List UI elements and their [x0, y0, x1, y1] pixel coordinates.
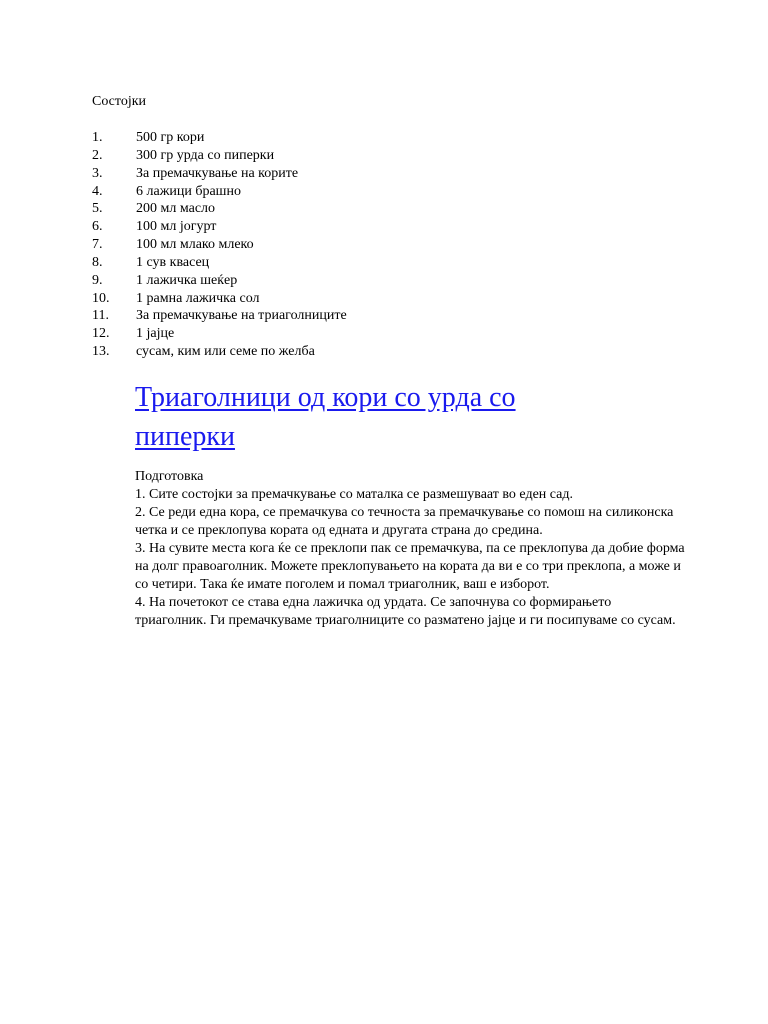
- list-item-number: 6.: [92, 219, 103, 235]
- list-item-text: За премачкување на триаголниците: [136, 308, 347, 324]
- list-item-number: 13.: [92, 344, 110, 360]
- list-item: [92, 272, 347, 290]
- preparation-step: 2. Се реди една кора, се премачкува со течноста за премачкување со помош на силиконска четка и се преклопува кората од едната и другата страна до средина.: [135, 505, 674, 538]
- list-item-text: 300 гр урда со пиперки: [136, 147, 275, 163]
- list-item-number: 8.: [92, 254, 103, 270]
- preparation-heading: Подготовка: [135, 469, 204, 484]
- list-item: [92, 129, 347, 147]
- list-item: [92, 147, 347, 165]
- list-item-text: За премачкување на корите: [136, 165, 299, 181]
- list-item-number: 5.: [92, 201, 103, 217]
- list-item-number: 2.: [92, 147, 103, 163]
- list-item-number: 3.: [92, 165, 103, 181]
- list-item: [92, 343, 347, 361]
- list-item-number: 11.: [92, 308, 109, 324]
- list-item-text: 100 мл јогурт: [136, 219, 217, 235]
- recipe-title-link[interactable]: Триаголници од кори со урда со пиперки: [135, 382, 516, 452]
- ingredients-heading: Состојки: [92, 94, 147, 109]
- list-item: [92, 325, 347, 343]
- list-item: [92, 200, 347, 218]
- list-item: [92, 218, 347, 236]
- list-item-text: сусам, ким или семе по желба: [136, 344, 315, 360]
- list-item: [92, 236, 347, 254]
- list-item-text: 1 лажичка шеќер: [136, 272, 238, 288]
- list-item-number: 10.: [92, 290, 110, 306]
- list-item: [92, 307, 347, 325]
- list-item-text: 500 гр кори: [136, 130, 205, 145]
- list-item-number: 12.: [92, 326, 110, 342]
- list-item-text: 1 рамна лажичка сол: [136, 290, 260, 306]
- list-item-text: 200 мл масло: [136, 201, 216, 217]
- list-item: [92, 290, 347, 308]
- ingredients-list: [92, 129, 347, 361]
- list-item: [92, 254, 347, 272]
- list-item: [92, 165, 347, 183]
- list-item-number: 9.: [92, 272, 103, 288]
- preparation-step: 1. Сите состојки за премачкување со маталка се размешуваат во еден сад.: [135, 487, 573, 502]
- list-item: [92, 183, 347, 201]
- list-item-number: 1.: [92, 130, 103, 145]
- list-item-number: 4.: [92, 183, 103, 199]
- preparation-section: [135, 468, 685, 630]
- preparation-step: 4. На почетокот се става една лажичка од урдата. Се започнува со формирањето триаголник. Ги премачкуваме триаголниците со разматено јајце и ги посипуваме со сусам.: [135, 595, 676, 628]
- list-item-text: 6 лажици брашно: [136, 183, 241, 199]
- recipe-title: [135, 378, 605, 456]
- list-item-text: 1 јајце: [136, 326, 175, 342]
- list-item-number: 7.: [92, 237, 103, 253]
- list-item-text: 1 сув квасец: [136, 254, 210, 270]
- preparation-step: 3. На сувите места кога ќе се преклопи пак се премачкува, па се преклопува да добие форма на долг правоаголник. Можете преклопувањето на кората да ви е со три преклопа, а може и со четири. Така ќе имате поголем и помал триаголник, ваш е изборот.: [135, 541, 685, 592]
- list-item-text: 100 мл млако млеко: [136, 237, 254, 253]
